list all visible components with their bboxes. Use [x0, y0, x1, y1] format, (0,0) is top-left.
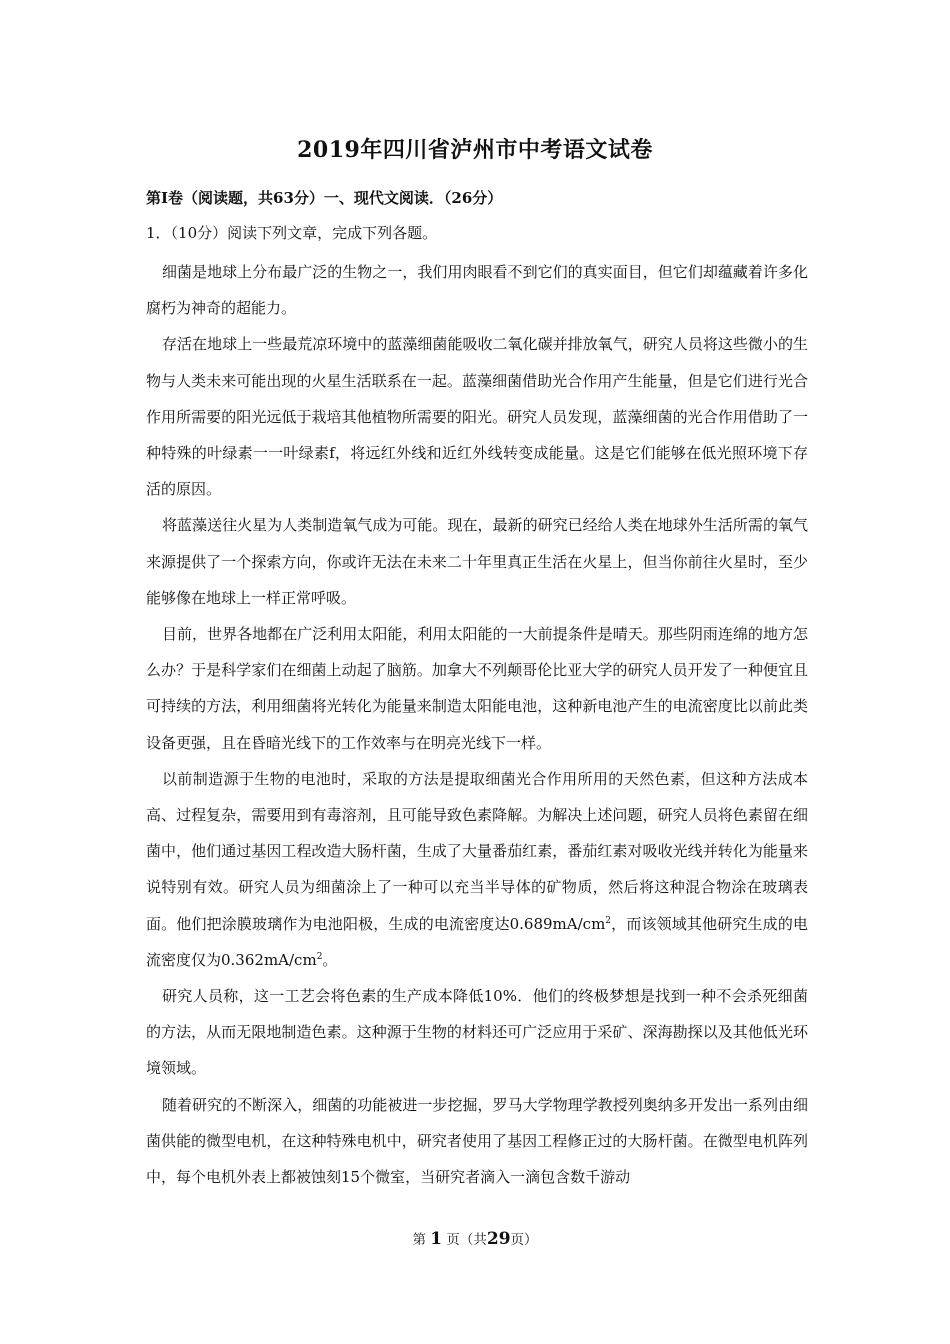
page-title: 2019年四川省泸州市中考语文试卷 [297, 137, 653, 163]
footer-middle: 页（共 [446, 1232, 487, 1248]
paragraph-text: ，而该领域其他研究生成的电流密度仅为0.362mA/cm [146, 914, 808, 969]
superscript: 2 [316, 951, 323, 962]
footer-suffix: 页） [510, 1232, 538, 1248]
paragraph: 研究人员称，这一工艺会将色素的生产成本降低10%．他们的终极梦想是找到一种不会杀死细菌的方法，从而无限地制造色素。这种源于生物的材料还可广泛应用于采矿、深海勘探以及其他低光环境领域。 [146, 987, 808, 1078]
article-body [146, 254, 808, 1195]
paragraph: 细菌是地球上分布最广泛的生物之一，我们用肉眼看不到它们的真实面目，但它们却蕴藏着许多化腐朽为神奇的超能力。 [146, 263, 808, 318]
paragraph: 随着研究的不断深入，细菌的功能被进一步挖掘，罗马大学物理学教授列奥纳多开发出一系列由细菌供能的微型电机，在这种特殊电机中，研究者使用了基因工程修正过的大肠杆菌。在微型电机阵列中，每个电机外表上都被蚀刻15个微室，当研究者滴入一滴包含数千游动 [146, 1095, 808, 1187]
section-heading: 第I卷（阅读题，共63分）一、现代文阅读．（26分） [146, 189, 503, 207]
question-prompt: 1．（10分）阅读下列文章，完成下列各题。 [146, 224, 438, 242]
page-footer [0, 1228, 950, 1249]
paragraph [146, 761, 808, 978]
superscript: 2 [605, 915, 612, 926]
page-number: 1 [430, 1229, 443, 1249]
paragraph: 将蓝藻送往火星为人类制造氧气成为可能。现在，最新的研究已经给人类在地球外生活所需的氧气来源提供了一个探索方向，你或许无法在未来二十年里真正生活在火星上，但当你前往火星时，至少能够像在地球上一样正常呼吸。 [146, 516, 808, 607]
footer-prefix: 第 [412, 1232, 426, 1248]
paragraph-text: 。 [322, 950, 338, 969]
total-pages: 29 [486, 1229, 511, 1249]
paragraph: 目前，世界各地都在广泛利用太阳能，利用太阳能的一大前提条件是晴天。那些阴雨连绵的地方怎么办？于是科学家们在细菌上动起了脑筋。加拿大不列颠哥伦比亚大学的研究人员开发了一种便宜且可持续的方法，利用细菌将光转化为能量来制造太阳能电池，这种新电池产生的电流密度比以前此类设备更强，且在昏暗光线下的工作效率与在明亮光线下一样。 [146, 625, 808, 752]
paragraph: 存活在地球上一些最荒凉环境中的蓝藻细菌能吸收二氧化碳并排放氧气，研究人员将这些微小的生物与人类未来可能出现的火星生活联系在一起。蓝藻细菌借助光合作用产生能量，但是它们进行光合作用所需要的阳光远低于栽培其他植物所需要的阳光。研究人员发现，蓝藻细菌的光合作用借助了一种特殊的叶绿素一一叶绿素f，将远红外线和近红外线转变成能量。这是它们能够在低光照环境下存活的原因。 [146, 335, 808, 499]
paragraph-text: 以前制造源于生物的电池时，采取的方法是提取细菌光合作用所用的天然色素，但这种方法成本高、过程复杂，需要用到有毒溶剂，且可能导致色素降解。为解决上述问题，研究人员将色素留在细菌中，他们通过基因工程改造大肠杆菌，生成了大量番茄红素，番茄红素对吸收光线并转化为能量来说特别有效。研究人员为细菌涂上了一种可以充当半导体的矿物质，然后将这种混合物涂在玻璃表面。他们把涂膜玻璃作为电池阳极，生成的电流密度达0.689mA/cm [146, 769, 808, 933]
